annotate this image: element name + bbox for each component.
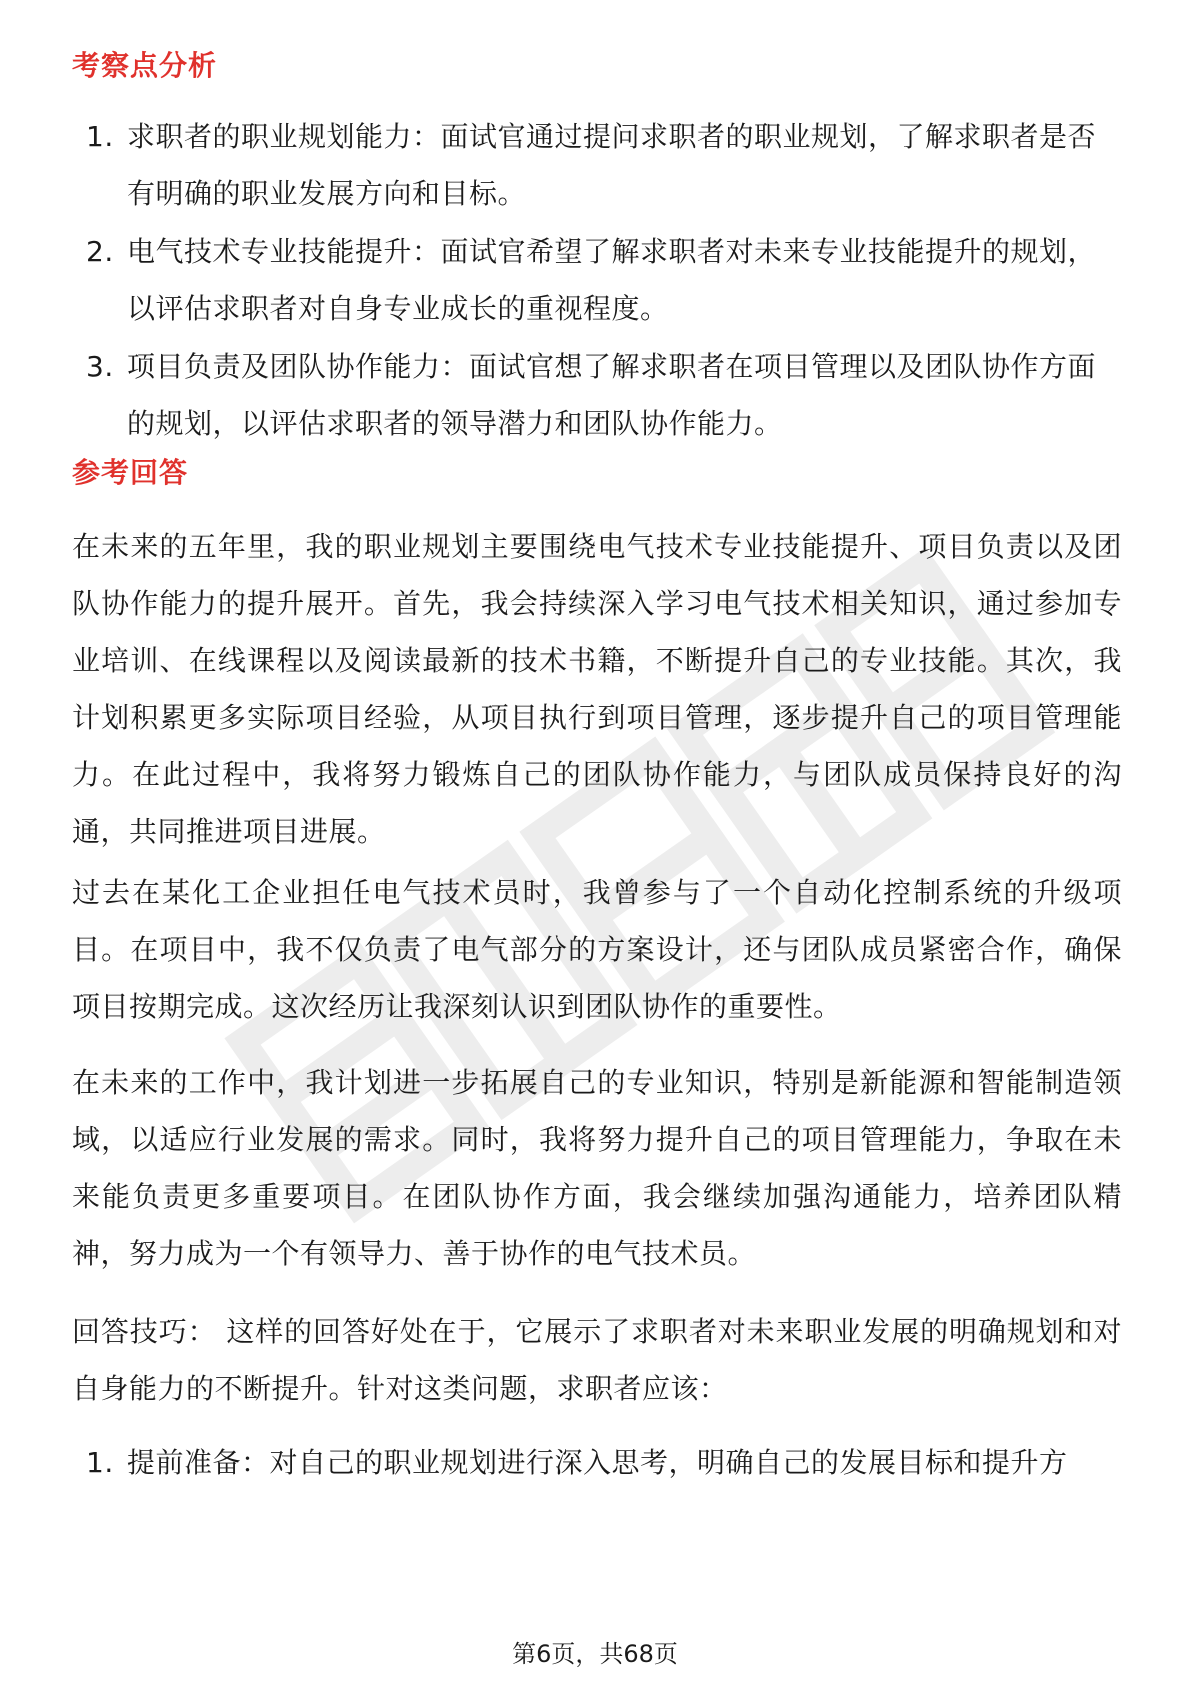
list-item — [72, 108, 1120, 222]
list-text: 项目负责及团队协作能力：面试官想了解求职者在项目管理以及团队协作方面的规划，以评估求职者的领导潜力和团队协作能力。 — [127, 350, 1097, 440]
list-item — [72, 223, 1120, 337]
answer-tips-paragraph: 回答技巧： 这样的回答好处在于，它展示了求职者对未来职业发展的明确规划和对自身能力的不断提升。针对这类问题，求职者应该： — [72, 1315, 1122, 1405]
list-text: 提前准备：对自己的职业规划进行深入思考，明确自己的发展目标和提升方 — [127, 1446, 1068, 1479]
answer-heading: 参考回答 — [72, 456, 189, 489]
answer-paragraph-3: 在未来的工作中，我计划进一步拓展自己的专业知识，特别是新能源和智能制造领域，以适应行业发展的需求。同时，我将努力提升自己的项目管理能力，争取在未来能负责更多重要项目。在团队协作方面，我会继续加强沟通能力，培养团队精神，努力成为一个有领导力、善于协作的电气技术员。 — [72, 1066, 1122, 1270]
list-number: 1. — [86, 120, 114, 153]
list-number: 3. — [86, 350, 114, 383]
list-number: 2. — [86, 235, 114, 268]
list-text: 求职者的职业规划能力：面试官通过提问求职者的职业规划，了解求职者是否有明确的职业发展方向和目标。 — [127, 120, 1097, 210]
answer-paragraph-1: 在未来的五年里，我的职业规划主要围绕电气技术专业技能提升、项目负责以及团队协作能力的提升展开。首先，我会持续深入学习电气技术相关知识，通过参加专业培训、在线课程以及阅读最新的技术书籍，不断提升自己的专业技能。其次，我计划积累更多实际项目经验，从项目执行到项目管理，逐步提升自己的项目管理能力。在此过程中，我将努力锻炼自己的团队协作能力，与团队成员保持良好的沟通，共同推进项目进展。 — [72, 530, 1122, 848]
list-number: 1. — [86, 1446, 114, 1479]
page-footer: 第6页，共68页 — [512, 1640, 678, 1668]
analysis-heading: 考察点分析 — [72, 49, 218, 82]
list-item — [72, 1434, 1120, 1491]
list-item — [72, 338, 1120, 452]
tips-list — [72, 1434, 1120, 1492]
answer-paragraph-2: 过去在某化工企业担任电气技术员时，我曾参与了一个自动化控制系统的升级项目。在项目中，我不仅负责了电气部分的方案设计，还与团队成员紧密合作，确保项目按期完成。这次经历让我深刻认识到团队协作的重要性。 — [72, 876, 1122, 1023]
list-text: 电气技术专业技能提升：面试官希望了解求职者对未来专业技能提升的规划，以评估求职者对自身专业成长的重视程度。 — [127, 235, 1097, 325]
analysis-list — [72, 108, 1120, 453]
